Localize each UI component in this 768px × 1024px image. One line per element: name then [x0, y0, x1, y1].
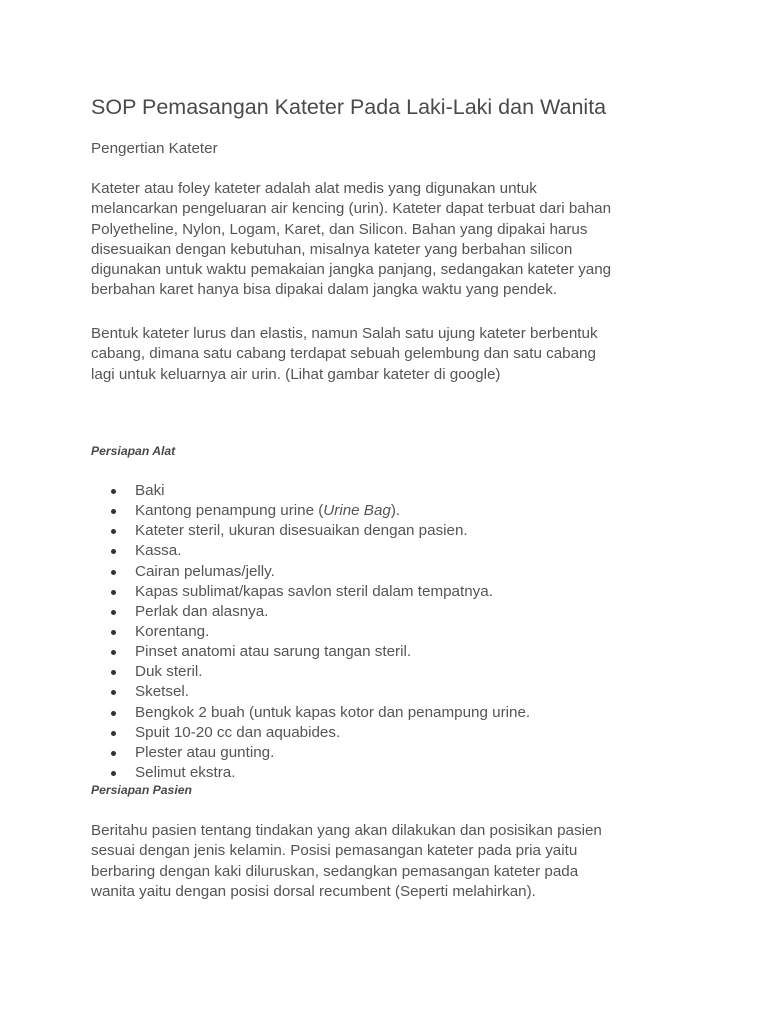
list-item-text: Kassa.	[135, 542, 182, 560]
bullet-icon	[111, 570, 116, 575]
list-item-text: Plester atau gunting.	[135, 743, 275, 761]
list-item	[91, 622, 530, 642]
list-item-text: Spuit 10-20 cc dan aquabides.	[135, 723, 341, 741]
bullet-icon	[111, 489, 116, 494]
list-item	[91, 521, 530, 541]
paragraph-line: sesuai dengan jenis kelamin. Posisi pemasangan kateter pada pria yaitu	[91, 842, 578, 860]
list-item-text: Korentang.	[135, 622, 210, 640]
bullet-icon	[111, 509, 116, 514]
list-item-text: Perlak dan alasnya.	[135, 602, 269, 620]
list-item	[91, 541, 530, 561]
bullet-icon	[111, 690, 116, 695]
list-item-text: Kapas sublimat/kapas savlon steril dalam tempatnya.	[135, 582, 493, 600]
list-item	[91, 642, 530, 662]
bullet-icon	[111, 670, 116, 675]
list-item-text: Cairan pelumas/jelly.	[135, 562, 275, 580]
list-item	[91, 743, 530, 763]
list-item	[91, 763, 530, 783]
section-subtitle: Pengertian Kateter	[91, 140, 218, 157]
list-item-text-suffix: ).	[390, 502, 401, 520]
list-item-text: Sketsel.	[135, 683, 190, 701]
list-item-text: Pinset anatomi atau sarung tangan steril.	[135, 643, 412, 661]
shape-paragraph	[91, 324, 691, 385]
equipment-list	[91, 481, 530, 783]
bullet-icon	[111, 529, 116, 534]
list-item	[91, 602, 530, 622]
page-title: SOP Pemasangan Kateter Pada Laki-Laki dan Wanita	[91, 95, 607, 119]
list-item-text: Selimut ekstra.	[135, 763, 236, 781]
paragraph-line: Kateter atau foley kateter adalah alat medis yang digunakan untuk	[91, 180, 537, 197]
list-item	[91, 481, 530, 501]
paragraph-line: lagi untuk keluarnya air urin. (Lihat gambar kateter di google)	[91, 365, 501, 383]
list-item	[91, 501, 530, 521]
paragraph-line: Bentuk kateter lurus dan elastis, namun Salah satu ujung kateter berbentuk	[91, 325, 598, 342]
list-item-text: Bengkok 2 buah (untuk kapas kotor dan penampung urine.	[135, 703, 531, 721]
list-item-text: Kateter steril, ukuran disesuaikan dengan pasien.	[135, 522, 468, 540]
bullet-icon	[111, 630, 116, 635]
section-heading-persiapan-alat: Persiapan Alat	[91, 444, 176, 458]
definition-paragraph	[91, 179, 691, 301]
paragraph-line: disesuaikan dengan kebutuhan, misalnya kateter yang berbahan silicon	[91, 240, 573, 258]
bullet-icon	[111, 711, 116, 716]
bullet-icon	[111, 610, 116, 615]
list-item-text: Baki	[135, 482, 165, 499]
paragraph-line: melancarkan pengeluaran air kencing (urin). Kateter dapat terbuat dari bahan	[91, 200, 612, 218]
list-item	[91, 662, 530, 682]
paragraph-line: cabang, dimana satu cabang terdapat sebuah gelembung dan satu cabang	[91, 345, 596, 363]
bullet-icon	[111, 549, 116, 554]
paragraph-line: Beritahu pasien tentang tindakan yang akan dilakukan dan posisikan pasien	[91, 822, 602, 839]
paragraph-line: berbaring dengan kaki diluruskan, sedangkan pemasangan kateter pada	[91, 862, 579, 880]
paragraph-line: wanita yaitu dengan posisi dorsal recumbent (Seperti melahirkan).	[91, 882, 536, 900]
list-item	[91, 562, 530, 582]
list-item	[91, 682, 530, 702]
list-item-text: Duk steril.	[135, 663, 203, 681]
paragraph-line: berbahan karet hanya bisa dipakai dalam jangka waktu yang pendek.	[91, 281, 558, 299]
bullet-icon	[111, 751, 116, 756]
patient-preparation-paragraph	[91, 821, 691, 902]
list-item	[91, 582, 530, 602]
paragraph-line: Polyetheline, Nylon, Logam, Karet, dan Silicon. Bahan yang dipakai harus	[91, 220, 588, 238]
bullet-icon	[111, 771, 116, 776]
list-item	[91, 723, 530, 743]
list-item-text: Kantong penampung urine (	[135, 502, 324, 520]
bullet-icon	[111, 590, 116, 595]
bullet-icon	[111, 731, 116, 736]
paragraph-line: digunakan untuk waktu pemakaian jangka panjang, sedangakan kateter yang	[91, 261, 612, 279]
list-item	[91, 703, 530, 723]
list-item-italic-text: Urine Bag	[323, 502, 391, 520]
bullet-icon	[111, 650, 116, 655]
section-heading-persiapan-pasien: Persiapan Pasien	[91, 783, 192, 797]
